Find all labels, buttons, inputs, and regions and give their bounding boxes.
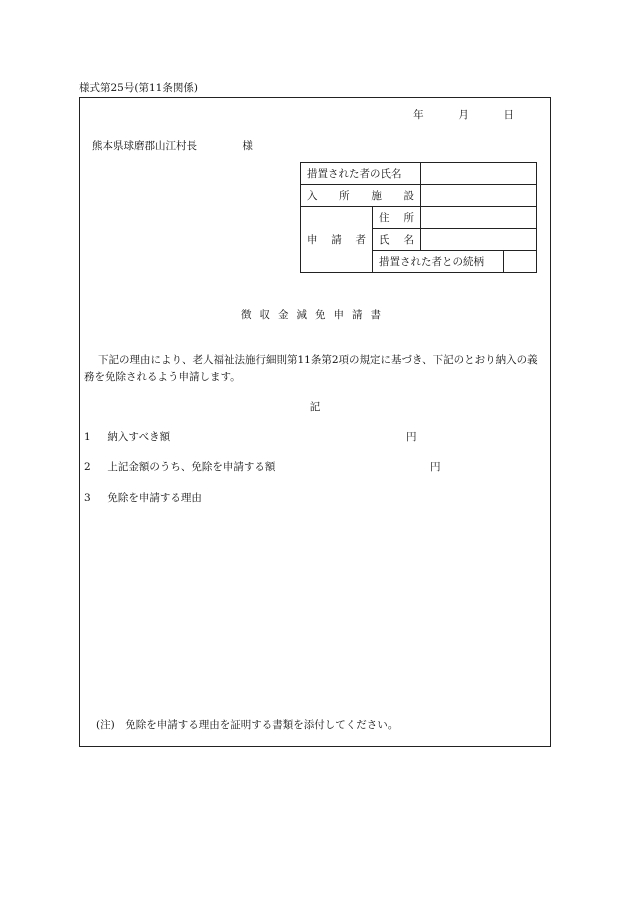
body-text: 下記の理由により、老人福祉法施行細則第11条第2項の規定に基づき、下記のとおり納入の義務を免除されるよう申請します。 (84, 354, 538, 383)
form-number: 様式第25号(第11条関係) (79, 82, 198, 94)
facility-char: 施 (371, 190, 382, 202)
applicant-char: 請 (331, 234, 342, 246)
address-char: 住 (379, 212, 390, 224)
item-number: 1 (84, 431, 91, 443)
applicant-char: 者 (355, 234, 366, 246)
item-number: 3 (84, 492, 91, 504)
facility-char: 所 (339, 190, 350, 202)
date-row (413, 110, 514, 121)
addressee-honorific: 様 (242, 140, 253, 152)
label-applicant (301, 207, 373, 273)
form-frame (79, 97, 551, 747)
row-address (301, 207, 537, 229)
label-facility (301, 185, 421, 207)
item-3 (84, 493, 202, 504)
item-number: 2 (84, 461, 91, 473)
item-label: 免除を申請する理由 (107, 492, 202, 504)
document-title: 徴収金減免申請書 (241, 309, 389, 321)
addressee (92, 141, 253, 152)
row-facility (301, 185, 537, 207)
footnote: (注) 免除を申請する理由を証明する書類を添付してください。 (96, 719, 399, 731)
value-placed-person-name[interactable] (421, 163, 537, 185)
item-1 (84, 432, 170, 443)
date-month: 月 (458, 109, 469, 121)
item-2-unit: 円 (430, 461, 441, 473)
item-label: 納入すべき額 (107, 431, 171, 443)
facility-char: 設 (403, 190, 414, 202)
ki-marker: 記 (309, 401, 321, 413)
date-year: 年 (413, 109, 424, 121)
item-label: 上記金額のうち、免除を申請する額 (107, 461, 276, 473)
label-name (373, 229, 421, 251)
applicant-info-table (300, 162, 537, 273)
row-placed-person (301, 163, 537, 185)
value-facility[interactable] (421, 185, 537, 207)
label-relationship: 措置された者との続柄 (373, 251, 504, 273)
name-char: 氏 (379, 234, 390, 246)
applicant-char: 申 (307, 234, 318, 246)
label-address (373, 207, 421, 229)
value-name[interactable] (421, 229, 537, 251)
date-day: 日 (503, 109, 514, 121)
value-relationship[interactable] (504, 251, 537, 273)
addressee-name: 熊本県球磨郡山江村長 (92, 140, 197, 152)
name-char: 名 (403, 234, 414, 246)
facility-char: 入 (307, 190, 318, 202)
address-char: 所 (403, 212, 414, 224)
item-1-unit: 円 (406, 431, 417, 443)
label-placed-person-name: 措置された者の氏名 (301, 163, 421, 185)
value-address[interactable] (421, 207, 537, 229)
item-2 (84, 462, 275, 473)
